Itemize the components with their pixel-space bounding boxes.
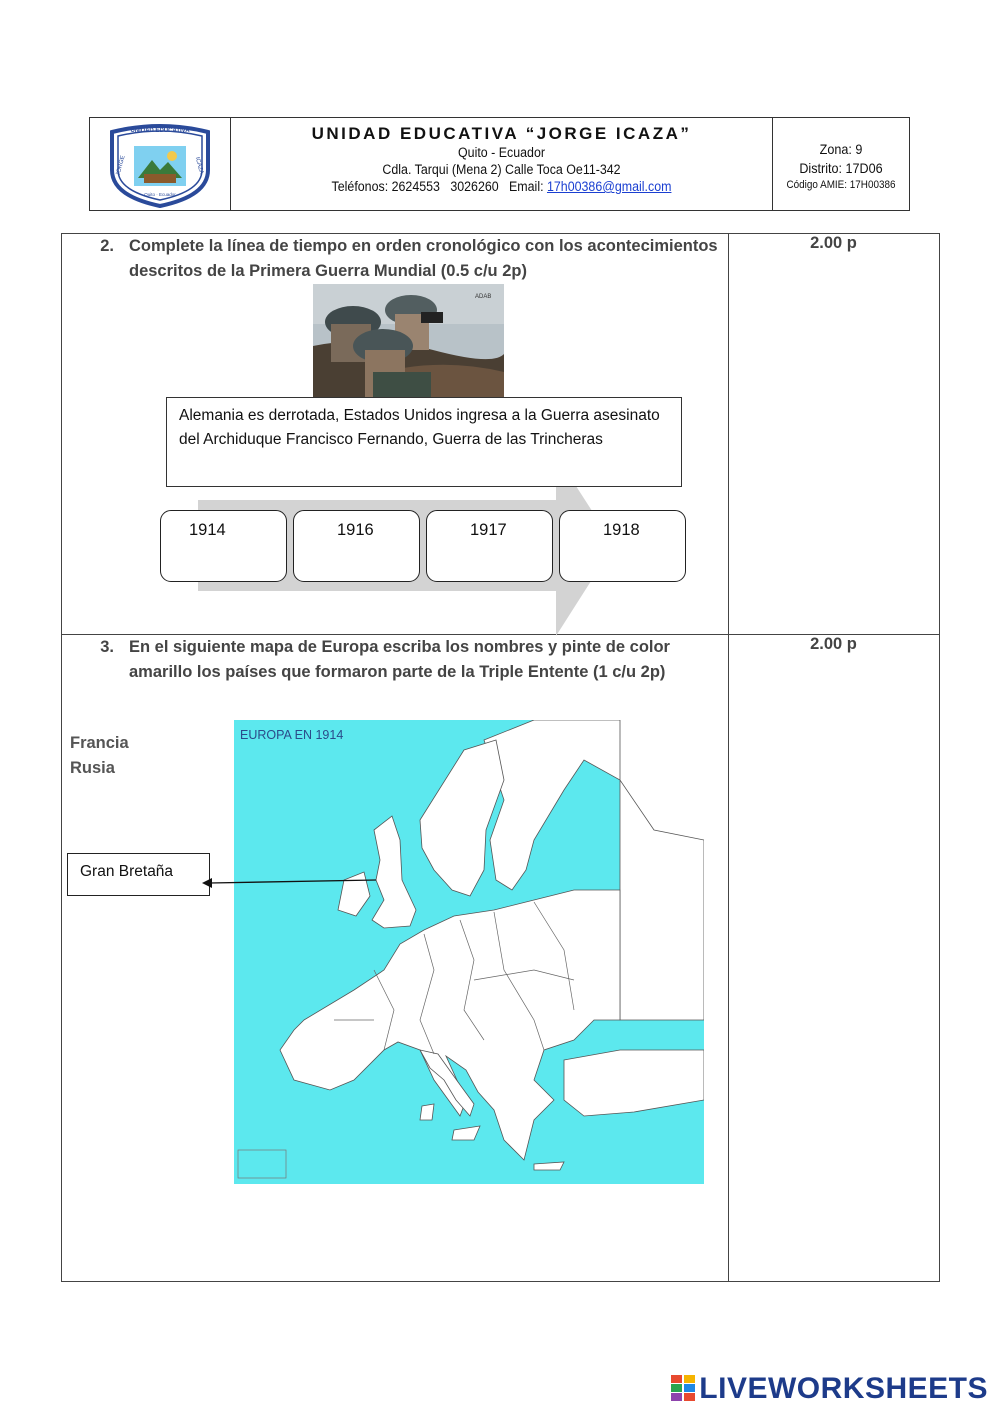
- question-2-text: Complete la línea de tiempo en orden cronológico con los acontecimientos descritos de la Primera Guerra Mundial (0.5 c/u 2p): [129, 237, 718, 280]
- school-logo: [90, 118, 231, 210]
- question-2-number: 2.: [100, 237, 114, 255]
- school-codes-cell: [773, 118, 909, 210]
- timeline-box-1916[interactable]: [293, 510, 420, 582]
- question-3-number: 3.: [100, 638, 114, 656]
- timeline-box-1918[interactable]: [559, 510, 686, 582]
- timeline-year: 1914: [189, 521, 226, 539]
- question-3-text: En el siguiente mapa de Europa escriba los nombres y pinte de color amarillo los países que formaron parte de la Triple Entente (1 c/u 2p): [129, 638, 670, 681]
- timeline-year: 1916: [337, 521, 374, 539]
- timeline-box-1917[interactable]: [426, 510, 553, 582]
- europe-map[interactable]: [234, 720, 704, 1184]
- district-label: Distrito: 17D06: [799, 160, 883, 176]
- event-word-bank: Alemania es derrotada, Estados Unidos ingresa a la Guerra asesinato del Archiduque Francisco Fernando, Guerra de las Trincheras: [166, 397, 682, 487]
- entente-country-rusia: Rusia: [70, 759, 115, 777]
- photo-watermark: ADAB: [475, 294, 492, 300]
- school-logo-cell: [90, 118, 231, 210]
- answer-box-gran-bretana[interactable]: Gran Bretaña: [67, 853, 210, 896]
- soldiers-photo: [313, 284, 504, 398]
- amie-code: Código AMIE: 17H00386: [786, 179, 896, 191]
- school-phones: Teléfonos: 2624553 3026260 Email:: [331, 179, 547, 194]
- school-address: Cdla. Tarqui (Mena 2) Calle Toca Oe11-342: [382, 162, 621, 177]
- school-email-link[interactable]: 17h00386@gmail.com: [546, 179, 672, 194]
- timeline-box-1914[interactable]: [160, 510, 287, 582]
- question-2-points: 2.00 p: [810, 234, 857, 252]
- map-title: EUROPA EN 1914: [240, 728, 344, 742]
- school-location: Quito - Ecuador: [458, 145, 545, 160]
- logo-text-bottom: Quito · Ecuador: [144, 192, 176, 197]
- question-3-points: 2.00 p: [810, 635, 857, 653]
- points-column-divider: [728, 233, 729, 1282]
- zone-label: Zona: 9: [819, 141, 863, 157]
- logo-text-right: ICAZA: [193, 156, 205, 176]
- school-contact: [253, 178, 751, 195]
- school-name: UNIDAD EDUCATIVA “JORGE ICAZA”: [311, 124, 692, 143]
- answer-pointer-arrow: [200, 870, 380, 894]
- logo-text-top: UNIDAD EDUCATIVA: [130, 128, 190, 134]
- liveworksheets-brand: [671, 1372, 988, 1406]
- school-info-cell: [231, 118, 773, 210]
- timeline-year: 1917: [470, 521, 507, 539]
- entente-country-francia: Francia: [70, 734, 129, 752]
- brand-prefix: LIVE: [699, 1372, 768, 1405]
- timeline-year: 1918: [603, 521, 640, 539]
- logo-text-left: JORGE: [115, 154, 127, 177]
- school-header: [89, 117, 910, 211]
- brand-suffix: WORKSHEETS: [767, 1372, 988, 1405]
- liveworksheets-logo-icon: [671, 1375, 695, 1401]
